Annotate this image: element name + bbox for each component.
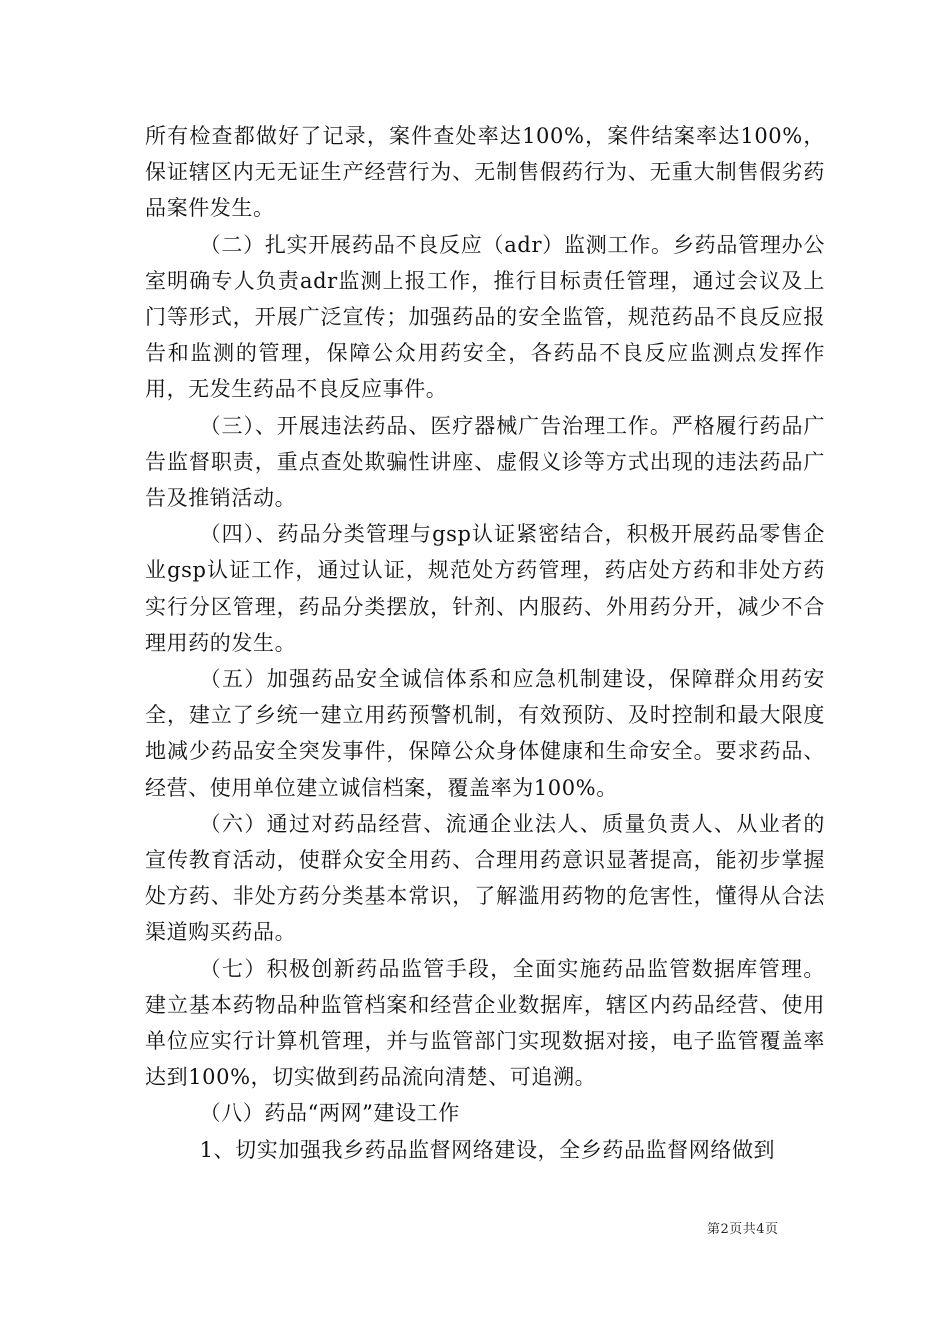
paragraph-continuation: 所有检查都做好了记录，案件查处率达100%，案件结案率达100%，保证辖区内无无证生产经营行为、无制售假药行为、无重大制售假劣药品案件发生。 [145, 124, 825, 221]
paragraph-gsp: （四）、药品分类管理与gsp认证紧密结合，积极开展药品零售企业gsp认证工作，通过认证，规范处方药管理，药店处方药和非处方药实行分区管理，药品分类摆放，针剂、内服药、外用药分开，减少不合理用药的发生。 [145, 522, 825, 655]
paragraph-network-item-1: 1、切实加强我乡药品监督网络建设，全乡药品监督网络做到 [199, 1137, 776, 1162]
document-body [145, 118, 825, 1168]
paragraph-two-networks: （八）药品“两网”建设工作 [199, 1101, 460, 1126]
page-number: 第2页共4页 [707, 1222, 779, 1237]
paragraph-adr-monitoring: （二）扎实开展药品不良反应（adr）监测工作。乡药品管理办公室明确专人负责adr监测上报工作，推行目标责任管理，通过会议及上门等形式，开展广泛宣传；加强药品的安全监管，规范药品不良反应报告和监测的管理，保障公众用药安全，各药品不良反应监测点发挥作用，无发生药品不良反应事件。 [145, 232, 825, 402]
paragraph-advertising: （三）、开展违法药品、医疗器械广告治理工作。严格履行药品广告监督职责，重点查处欺骗性讲座、虚假义诊等方式出现的违法药品广告及推销活动。 [145, 413, 825, 511]
paragraph-integrity: （五）加强药品安全诚信体系和应急机制建设，保障群众用药安全，建立了乡统一建立用药预警机制，有效预防、及时控制和最大限度地减少药品安全突发事件，保障公众身体健康和生命安全。要求药品、经营、使用单位建立诚信档案，覆盖率为100%。 [145, 667, 825, 800]
paragraph-education: （六）通过对药品经营、流通企业法人、质量负责人、从业者的宣传教育活动，使群众安全用药、合理用药意识显著提高，能初步掌握处方药、非处方药分类基本常识，了解滥用药物的危害性，懂得从合法渠道购买药品。 [145, 811, 825, 945]
paragraph-database: （七）积极创新药品监管手段，全面实施药品监管数据库管理。建立基本药物品种监管档案和经营企业数据库，辖区内药品经营、使用单位应实行计算机管理，并与监管部门实现数据对接，电子监管覆盖率达到100%，切实做到药品流向清楚、可追溯。 [145, 956, 825, 1090]
